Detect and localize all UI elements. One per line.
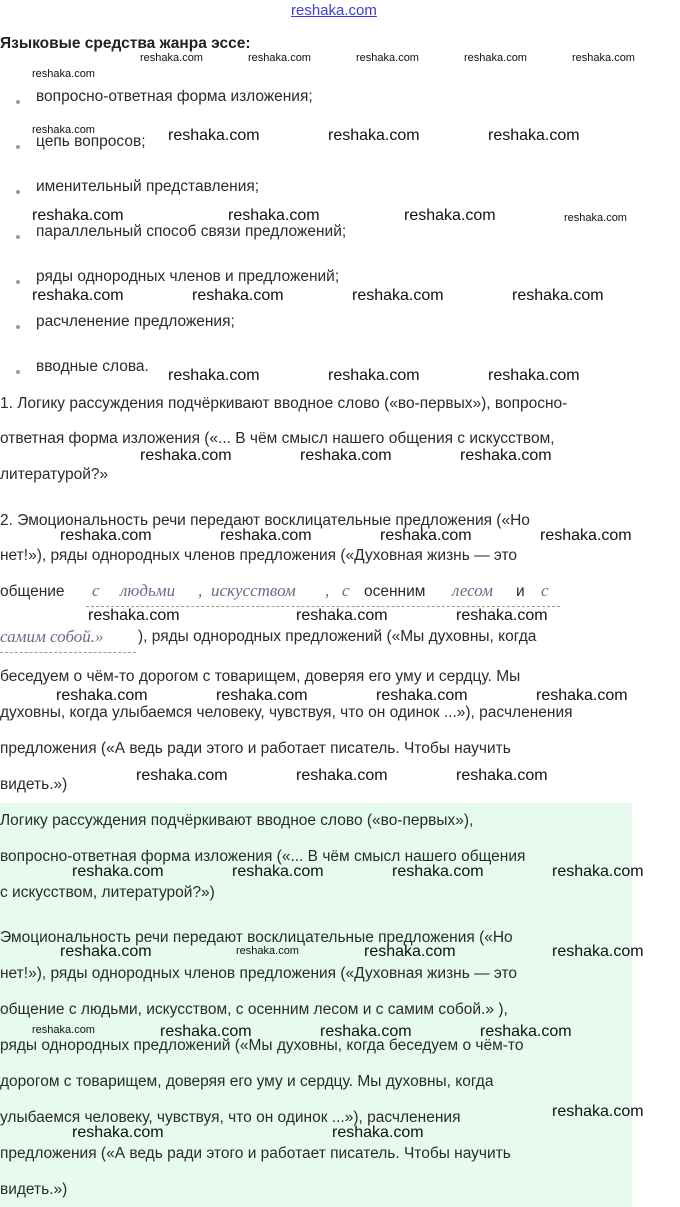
text-line: беседуем о чём-то дорогом с товарищем, доверяя его уму и сердцу. Мы (0, 668, 521, 685)
watermark: reshaka.com (228, 207, 320, 224)
handwritten-word: лесом (452, 581, 493, 600)
text-line: Логику рассуждения подчёркивают вводное слово («во-первых»), (0, 812, 474, 829)
site-link[interactable]: reshaka.com (291, 2, 377, 19)
text-line: Эмоциональность речи передают восклицательные предложения («Но (0, 929, 513, 946)
watermark: reshaka.com (56, 687, 148, 704)
bullet-dot (16, 280, 20, 284)
bullet-dot (16, 370, 20, 374)
text-word: осенним (364, 583, 426, 600)
watermark: reshaka.com (32, 68, 95, 80)
bullet-item: вводные слова. (36, 358, 149, 375)
watermark: reshaka.com (540, 527, 632, 544)
watermark: reshaka.com (248, 52, 311, 64)
handwritten-word: , (325, 581, 330, 600)
watermark: reshaka.com (404, 207, 496, 224)
bullet-item: ряды однородных членов и предложений; (36, 268, 340, 285)
watermark: reshaka.com (300, 447, 392, 464)
watermark: reshaka.com (60, 527, 152, 544)
watermark: reshaka.com (60, 943, 152, 960)
text-line: 2. Эмоциональность речи передают восклицательные предложения («Но (0, 512, 530, 529)
text-line: нет!»), ряды однородных членов предложения («Духовная жизнь — это (0, 547, 518, 564)
handwritten-word: с (342, 581, 350, 600)
text-line: ряды однородных предложений («Мы духовны, когда беседуем о чём-то (0, 1037, 524, 1054)
fill-line-1 (0, 583, 65, 601)
handwritten-word: с (92, 581, 100, 600)
watermark: reshaka.com (572, 52, 635, 64)
watermark: reshaka.com (460, 447, 552, 464)
watermark: reshaka.com (356, 52, 419, 64)
watermark: reshaka.com (456, 767, 548, 784)
answer-dashed-line (0, 652, 136, 653)
bullet-item: параллельный способ связи предложений; (36, 223, 347, 240)
watermark: reshaka.com (536, 687, 628, 704)
bullet-dot (16, 235, 20, 239)
watermark: reshaka.com (392, 863, 484, 880)
watermark: reshaka.com (220, 527, 312, 544)
watermark: reshaka.com (564, 212, 627, 224)
watermark: reshaka.com (32, 1024, 95, 1036)
text-line: ответная форма изложения («... В чём смысл нашего общения с искусством, (0, 430, 555, 447)
watermark: reshaka.com (380, 527, 472, 544)
watermark: reshaka.com (456, 607, 548, 624)
watermark: reshaka.com (488, 127, 580, 144)
watermark: reshaka.com (512, 287, 604, 304)
text-line: нет!»), ряды однородных членов предложения («Духовная жизнь — это (0, 965, 518, 982)
handwritten-word: людьми (120, 581, 176, 600)
text-line: видеть.») (0, 776, 68, 793)
watermark: reshaka.com (236, 945, 299, 957)
watermark: reshaka.com (72, 1124, 164, 1141)
bullet-item: расчленение предложения; (36, 313, 235, 330)
watermark: reshaka.com (352, 287, 444, 304)
watermark: reshaka.com (296, 607, 388, 624)
watermark: reshaka.com (376, 687, 468, 704)
bullet-item: цепь вопросов; (36, 133, 146, 150)
watermark: reshaka.com (32, 207, 124, 224)
watermark: reshaka.com (320, 1023, 412, 1040)
watermark: reshaka.com (552, 863, 644, 880)
handwritten-word: искусством (211, 581, 296, 600)
heading: Языковые средства жанра эссе: (0, 35, 251, 52)
watermark: reshaka.com (32, 124, 95, 136)
text-line: 1. Логику рассуждения подчёркивают вводное слово («во-первых»), вопросно- (0, 395, 568, 412)
watermark: reshaka.com (72, 863, 164, 880)
bullet-dot (16, 145, 20, 149)
text-word: и (516, 583, 525, 600)
watermark: reshaka.com (364, 943, 456, 960)
watermark: reshaka.com (552, 943, 644, 960)
handwritten-word: с (541, 581, 549, 600)
bullet-dot (16, 190, 20, 194)
text-line: общение с людьми, искусством, с осенним лесом и с самим собой.» ), (0, 1001, 508, 1018)
text-line: духовны, когда улыбаемся человеку, чувствуя, что он одинок ...»), расчленения (0, 704, 573, 721)
bullet-item: именительный представления; (36, 178, 260, 195)
watermark: reshaka.com (552, 1103, 644, 1120)
bullet-item: вопросно-ответная форма изложения; (36, 88, 313, 105)
text-line: литературой?» (0, 466, 109, 483)
text-line: предложения («А ведь ради этого и работает писатель. Чтобы научить (0, 740, 511, 757)
text-line: с искусством, литературой?») (0, 884, 215, 901)
handwritten-word: самим собой.» (0, 627, 104, 646)
watermark: reshaka.com (232, 863, 324, 880)
text-line: дорогом с товарищем, доверяя его уму и сердцу. Мы духовны, когда (0, 1073, 494, 1090)
watermark: reshaka.com (192, 287, 284, 304)
bullet-dot (16, 100, 20, 104)
text-line: предложения («А ведь ради этого и работает писатель. Чтобы научить (0, 1145, 511, 1162)
watermark: reshaka.com (88, 607, 180, 624)
watermark: reshaka.com (140, 52, 203, 64)
watermark: reshaka.com (296, 767, 388, 784)
watermark: reshaka.com (168, 367, 260, 384)
watermark: reshaka.com (160, 1023, 252, 1040)
text-line: ), ряды однородных предложений («Мы духовны, когда (138, 628, 537, 645)
handwritten-word: , (198, 581, 203, 600)
watermark: reshaka.com (488, 367, 580, 384)
watermark: reshaka.com (332, 1124, 424, 1141)
watermark: reshaka.com (216, 687, 308, 704)
text-line: вопросно-ответная форма изложения («... В чём смысл нашего общения (0, 848, 526, 865)
fill-prefix: общение (0, 583, 65, 600)
bullet-dot (16, 325, 20, 329)
text-line: улыбаемся человеку, чувствуя, что он одинок ...»), расчленения (0, 1109, 461, 1126)
watermark: reshaka.com (32, 287, 124, 304)
watermark: reshaka.com (140, 447, 232, 464)
watermark: reshaka.com (328, 127, 420, 144)
watermark: reshaka.com (464, 52, 527, 64)
text-line: видеть.») (0, 1181, 68, 1198)
watermark: reshaka.com (168, 127, 260, 144)
watermark: reshaka.com (136, 767, 228, 784)
watermark: reshaka.com (480, 1023, 572, 1040)
watermark: reshaka.com (328, 367, 420, 384)
